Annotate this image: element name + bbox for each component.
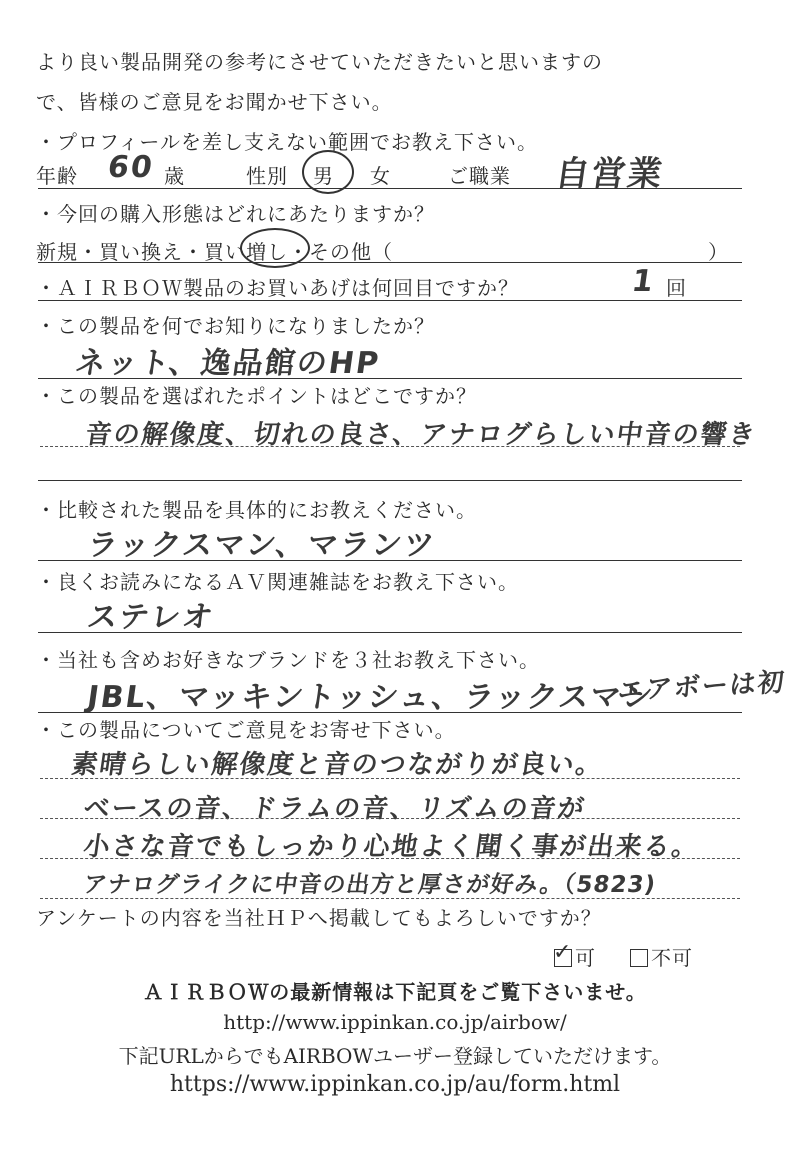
profile-question: ・プロフィールを差し支えない範囲でお教え下さい。 bbox=[36, 130, 538, 154]
opinion-line-2: ベースの音、ドラムの音、リズムの音が bbox=[81, 794, 588, 824]
points-answer: 音の解像度、切れの良さ、アナログらしい中音の響き bbox=[83, 420, 759, 450]
opinion-line-4: アナログライクに中音の出方と厚さが好み。（5823) bbox=[81, 872, 658, 898]
dashed-line bbox=[40, 818, 740, 819]
dashed-line bbox=[40, 898, 740, 899]
gender-label: 性別 bbox=[246, 164, 288, 188]
purchase-close: ） bbox=[708, 240, 729, 264]
divider bbox=[38, 262, 742, 263]
consent-yes-label: 可 bbox=[575, 946, 596, 970]
compared-answer: ラックスマン、マランツ bbox=[85, 528, 439, 563]
dashed-line bbox=[40, 858, 740, 859]
divider bbox=[38, 300, 742, 301]
magazine-question: ・良くお読みになるＡＶ関連雑誌をお教え下さい。 bbox=[36, 570, 519, 594]
dashed-line bbox=[40, 778, 740, 779]
consent-no-checkbox[interactable] bbox=[630, 949, 648, 967]
divider bbox=[38, 632, 742, 633]
purchase-options: 新規・買い換え・買い増し・その他（ bbox=[36, 240, 393, 264]
footer-url-1[interactable]: http://www.ippinkan.co.jp/airbow/ bbox=[223, 1010, 567, 1034]
intro-line-1: より良い製品開発の参考にさせていただきたいと思いますの bbox=[36, 50, 603, 74]
divider bbox=[38, 560, 742, 561]
brands-note: エアボーは初 bbox=[616, 667, 788, 707]
divider bbox=[38, 378, 742, 379]
source-answer: ネット、逸品館のHP bbox=[73, 346, 383, 381]
source-question: ・この製品を何でお知りになりましたか？ bbox=[36, 314, 435, 338]
gender-male: 男 bbox=[313, 164, 334, 188]
consent-yes-option bbox=[554, 942, 596, 971]
brands-answer: JBL、マッキントッシュ、ラックスマン bbox=[85, 680, 657, 715]
intro-line-2: で、皆様のご意見をお聞かせ下さい。 bbox=[36, 90, 393, 114]
points-question: ・この製品を選ばれたポイントはどこですか？ bbox=[36, 384, 477, 408]
footer-url-2[interactable]: https://www.ippinkan.co.jp/au/form.html bbox=[169, 1072, 621, 1097]
age-value: 60 bbox=[105, 150, 157, 185]
brands-question: ・当社も含めお好きなブランドを３社お教え下さい。 bbox=[36, 648, 540, 672]
count-value: 1 bbox=[629, 264, 658, 299]
footer-register: 下記URLからでもAIRBOWユーザー登録していただけます。 bbox=[118, 1044, 672, 1068]
dashed-line bbox=[40, 446, 740, 447]
opinion-question: ・この製品についてご意見をお寄せ下さい。 bbox=[36, 718, 456, 742]
consent-no-option bbox=[630, 942, 693, 971]
age-unit: 歳 bbox=[164, 164, 185, 188]
count-question: ・ＡＩＲＢＯＷ製品のお買いあげは何回目ですか？ bbox=[36, 276, 519, 300]
divider bbox=[38, 188, 742, 189]
check-icon: ✓ bbox=[553, 940, 573, 965]
consent-question: アンケートの内容を当社ＨＰへ掲載してもよろしいですか？ bbox=[36, 906, 602, 930]
consent-no-label: 不可 bbox=[651, 946, 693, 970]
opinion-line-3: 小さな音でもしっかり心地よく聞く事が出来る。 bbox=[81, 832, 702, 862]
job-value: 自営業 bbox=[552, 154, 667, 194]
job-label: ご職業 bbox=[448, 164, 511, 188]
consent-yes-checkbox[interactable] bbox=[553, 940, 573, 967]
magazine-answer: ステレオ bbox=[85, 600, 217, 635]
gender-female: 女 bbox=[370, 164, 391, 188]
age-label: 年齢 bbox=[36, 164, 78, 188]
footer-notice: ＡＩＲＢＯＷの最新情報は下記頁をご覧下さいませ。 bbox=[143, 980, 647, 1004]
divider bbox=[38, 480, 742, 481]
purchase-question: ・今回の購入形態はどれにあたりますか？ bbox=[36, 202, 435, 226]
divider bbox=[38, 712, 742, 713]
opinion-line-1: 素晴らしい解像度と音のつながりが良い。 bbox=[69, 750, 606, 780]
count-unit: 回 bbox=[666, 276, 687, 300]
compared-question: ・比較された製品を具体的にお教えください。 bbox=[36, 498, 477, 522]
